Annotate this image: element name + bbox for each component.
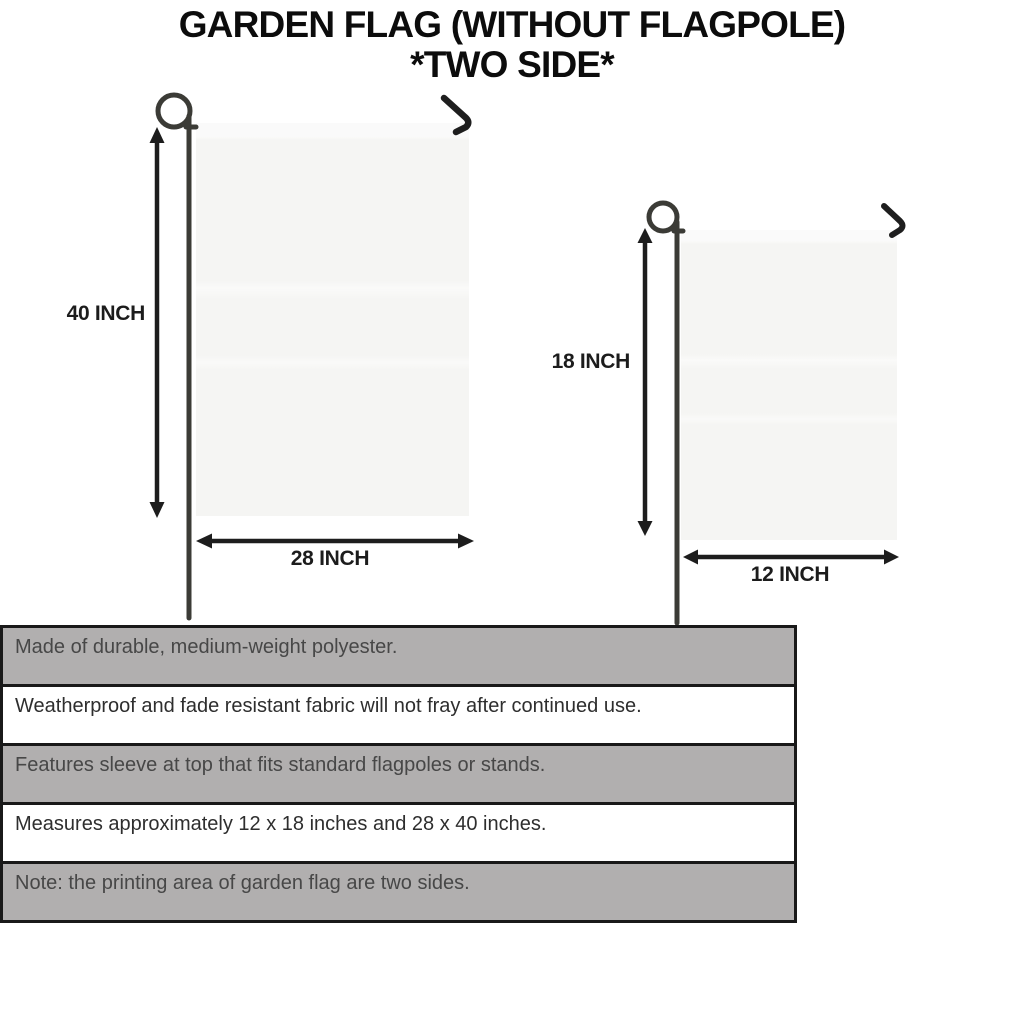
page-title-line1: GARDEN FLAG (WITHOUT FLAGPOLE)	[178, 4, 846, 45]
feature-text: Measures approximately 12 x 18 inches and 28 x 40 inches.	[15, 813, 547, 835]
small-flag-height-arrow-icon	[638, 228, 653, 536]
feature-text: Weatherproof and fade resistant fabric will not fray after continued use.	[15, 695, 642, 717]
feature-text: Features sleeve at top that fits standard flagpoles or stands.	[15, 754, 546, 776]
large-flag-width-label: 28 INCH	[290, 547, 370, 570]
feature-row-material	[3, 628, 794, 687]
large-flagpole-with-loop-icon	[158, 95, 196, 618]
feature-row-sleeve	[3, 746, 794, 805]
features-table	[0, 625, 797, 923]
feature-row-weatherproof	[3, 687, 794, 746]
feature-row-measures	[3, 805, 794, 864]
feature-text: Note: the printing area of garden flag are two sides.	[15, 872, 470, 894]
page-title-line2: *TWO SIDE*	[410, 43, 614, 85]
feature-text: Made of durable, medium-weight polyester.	[15, 636, 398, 658]
large-flag-height-label: 40 INCH	[66, 302, 145, 325]
small-flag-height-label: 18 INCH	[551, 350, 630, 373]
small-flag-width-label: 12 INCH	[750, 563, 830, 586]
large-flag-height-arrow-icon	[150, 127, 165, 518]
small-flag-hanger-hook-icon	[884, 206, 903, 235]
feature-row-note	[3, 864, 794, 920]
small-flagpole-with-loop-icon	[649, 203, 683, 623]
large-flag-hanger-hook-icon	[444, 98, 468, 132]
